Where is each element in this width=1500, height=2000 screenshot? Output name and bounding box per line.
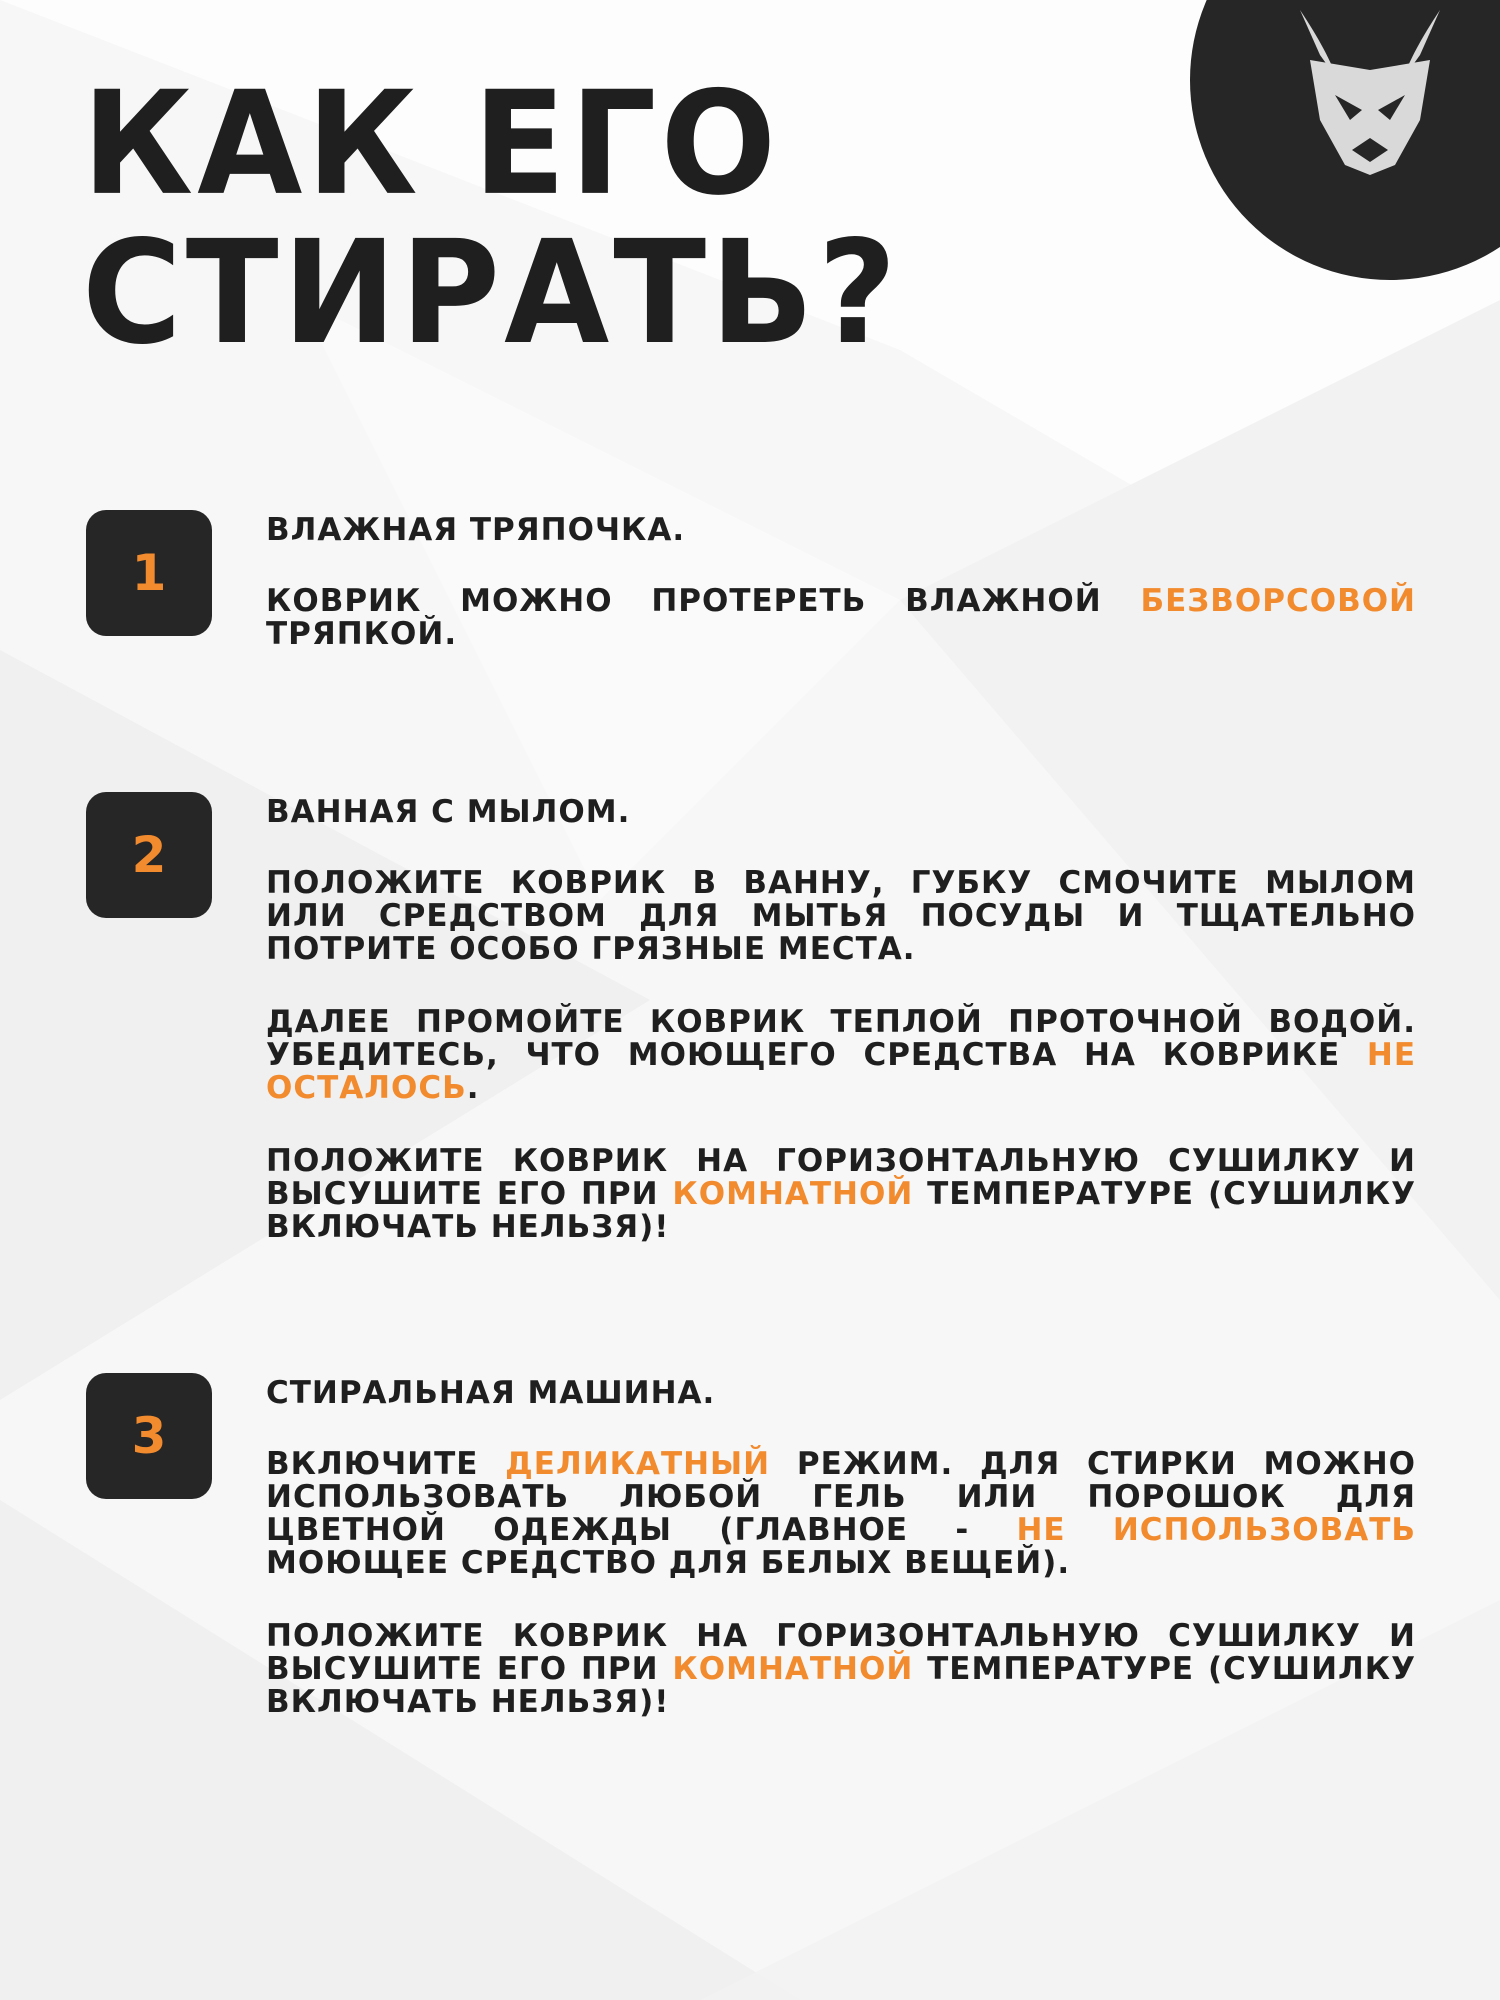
step-paragraph: ВКЛЮЧИТЕ ДЕЛИКАТНЫЙ РЕЖИМ. ДЛЯ СТИРКИ МОЖНО ИСПОЛЬЗОВАТЬ ЛЮБОЙ ГЕЛЬ ИЛИ ПОРОШОК ДЛЯ ЦВЕТНОЙ ОДЕЖДЫ (ГЛАВНОЕ - НЕ ИСПОЛЬЗОВАТЬ МОЮЩЕЕ СРЕДСТВО ДЛЯ БЕЛЫХ ВЕЩЕЙ). bbox=[266, 1446, 1416, 1581]
title-line-2: СТИРАТЬ? bbox=[82, 210, 901, 377]
title-line-1: КАК ЕГО bbox=[82, 61, 781, 228]
highlight-text: НЕ ИСПОЛЬЗОВАТЬ bbox=[1016, 1512, 1416, 1548]
highlight-text: БЕЗВОРСОВОЙ bbox=[1140, 583, 1416, 619]
step-number: 2 bbox=[131, 826, 167, 884]
step-paragraph: ПОЛОЖИТЕ КОВРИК НА ГОРИЗОНТАЛЬНУЮ СУШИЛКУ И ВЫСУШИТЕ ЕГО ПРИ КОМНАТНОЙ ТЕМПЕРАТУРЕ (СУШИЛКУ ВКЛЮЧАТЬ НЕЛЬЗЯ)! bbox=[266, 1143, 1416, 1245]
step-content bbox=[266, 792, 1416, 1244]
step-number-badge bbox=[86, 1373, 212, 1499]
step-paragraph: ДАЛЕЕ ПРОМОЙТЕ КОВРИК ТЕПЛОЙ ПРОТОЧНОЙ ВОДОЙ. УБЕДИТЕСЬ, ЧТО МОЮЩЕГО СРЕДСТВА НА КОВРИКЕ НЕ ОСТАЛОСЬ. bbox=[266, 1004, 1416, 1106]
step-paragraph: ПОЛОЖИТЕ КОВРИК НА ГОРИЗОНТАЛЬНУЮ СУШИЛКУ И ВЫСУШИТЕ ЕГО ПРИ КОМНАТНОЙ ТЕМПЕРАТУРЕ (СУШИЛКУ ВКЛЮЧАТЬ НЕЛЬЗЯ)! bbox=[266, 1618, 1416, 1720]
step-content bbox=[266, 1373, 1416, 1719]
step-number-badge bbox=[86, 510, 212, 636]
step-number: 1 bbox=[131, 544, 167, 602]
page-title bbox=[82, 61, 901, 377]
step-number-badge bbox=[86, 792, 212, 918]
step-paragraph: ПОЛОЖИТЕ КОВРИК В ВАННУ, ГУБКУ СМОЧИТЕ МЫЛОМ ИЛИ СРЕДСТВОМ ДЛЯ МЫТЬЯ ПОСУДЫ И ТЩАТЕЛЬНО ПОТРИТЕ ОСОБО ГРЯЗНЫЕ МЕСТА. bbox=[266, 865, 1416, 967]
highlight-text: КОМНАТНОЙ bbox=[672, 1651, 914, 1687]
step-heading: СТИРАЛЬНАЯ МАШИНА. bbox=[266, 1375, 716, 1411]
highlight-text: НЕ ОСТАЛОСЬ bbox=[266, 1037, 1416, 1106]
highlight-text: ДЕЛИКАТНЫЙ bbox=[505, 1446, 771, 1482]
step-paragraph: КОВРИК МОЖНО ПРОТЕРЕТЬ ВЛАЖНОЙ БЕЗВОРСОВОЙ ТРЯПКОЙ. bbox=[266, 583, 1416, 652]
step-number: 3 bbox=[131, 1407, 167, 1465]
ant-mask-logo-icon bbox=[1280, 0, 1460, 180]
step-heading: ВАННАЯ С МЫЛОМ. bbox=[266, 794, 631, 830]
highlight-text: КОМНАТНОЙ bbox=[672, 1176, 914, 1212]
step-heading: ВЛАЖНАЯ ТРЯПОЧКА. bbox=[266, 512, 686, 548]
step-content bbox=[266, 510, 1416, 651]
